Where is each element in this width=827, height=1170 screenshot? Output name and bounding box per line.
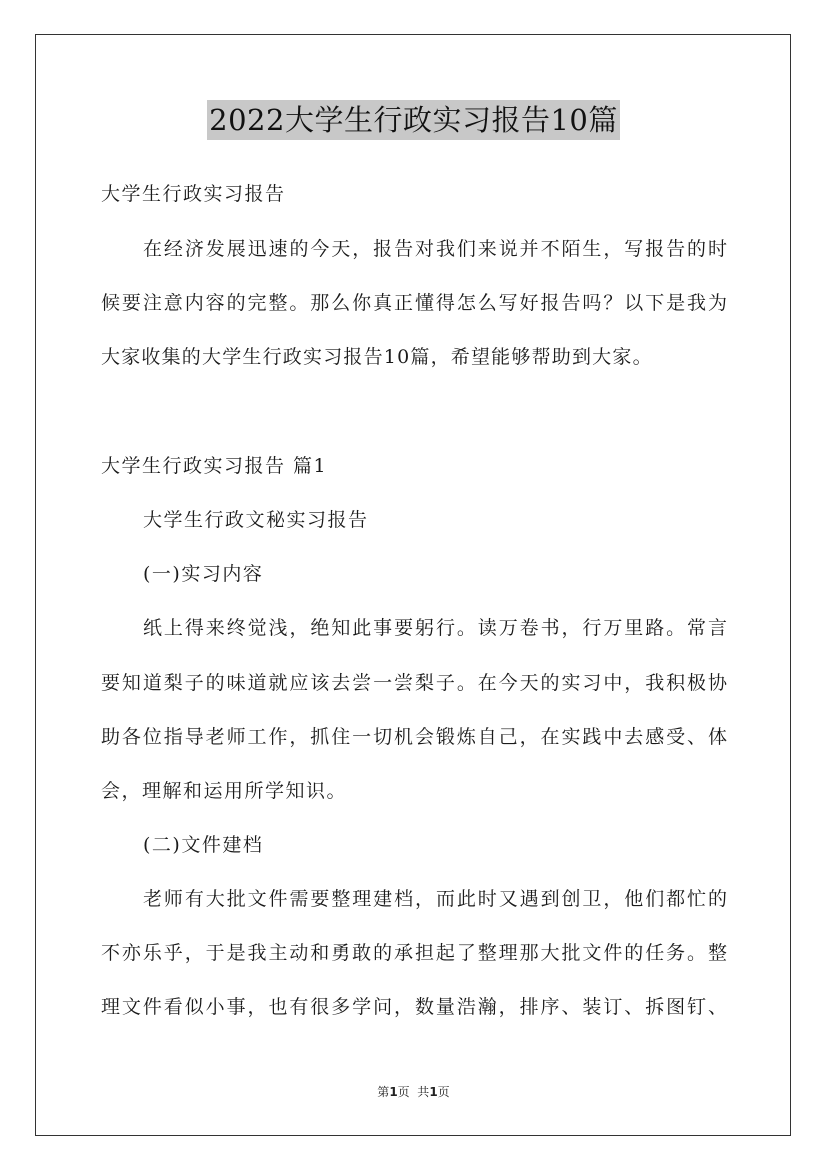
footer-page-number: 1 [389, 1085, 398, 1099]
page-footer [0, 1084, 827, 1100]
title-wrap [0, 100, 827, 140]
footer-suffix: 页 [437, 1085, 450, 1099]
paragraph-line: 会，理解和运用所学知识。 [101, 780, 348, 802]
paragraph-line: 老师有大批文件需要整理建档，而此时又遇到创卫，他们都忙的 [143, 888, 727, 910]
paragraph-line: 要知道梨子的味道就应该去尝一尝梨子。在今天的实习中，我积极协 [101, 672, 727, 694]
paragraph-line: 大家收集的大学生行政实习报告10篇，希望能够帮助到大家。 [101, 346, 653, 368]
footer-mid: 页 共 [397, 1085, 430, 1099]
paragraph-line: 候要注意内容的完整。那么你真正懂得怎么写好报告吗？以下是我为 [101, 292, 727, 314]
paragraph-line: 在经济发展迅速的今天，报告对我们来说并不陌生，写报告的时 [143, 238, 727, 260]
paragraph-line: 不亦乐乎，于是我主动和勇敢的承担起了整理那大批文件的任务。整 [101, 942, 727, 964]
section-heading: 大学生行政实习报告 [101, 183, 286, 205]
paragraph-line: 纸上得来终觉浅，绝知此事要躬行。读万卷书，行万里路。常言 [143, 617, 727, 639]
chapter-heading: 大学生行政实习报告 篇1 [101, 455, 328, 477]
subheading: 大学生行政文秘实习报告 [143, 509, 369, 531]
subheading: (一)实习内容 [143, 563, 264, 585]
document-title: 2022大学生行政实习报告10篇 [207, 100, 620, 140]
paragraph-line: 助各位指导老师工作，抓住一切机会锻炼自己，在实践中去感受、体 [101, 726, 727, 748]
subheading: (二)文件建档 [143, 834, 264, 856]
footer-prefix: 第 [377, 1085, 390, 1099]
footer-total-pages: 1 [429, 1085, 438, 1099]
paragraph-line: 理文件看似小事，也有很多学问，数量浩瀚，排序、装订、拆图钉、 [101, 996, 727, 1018]
